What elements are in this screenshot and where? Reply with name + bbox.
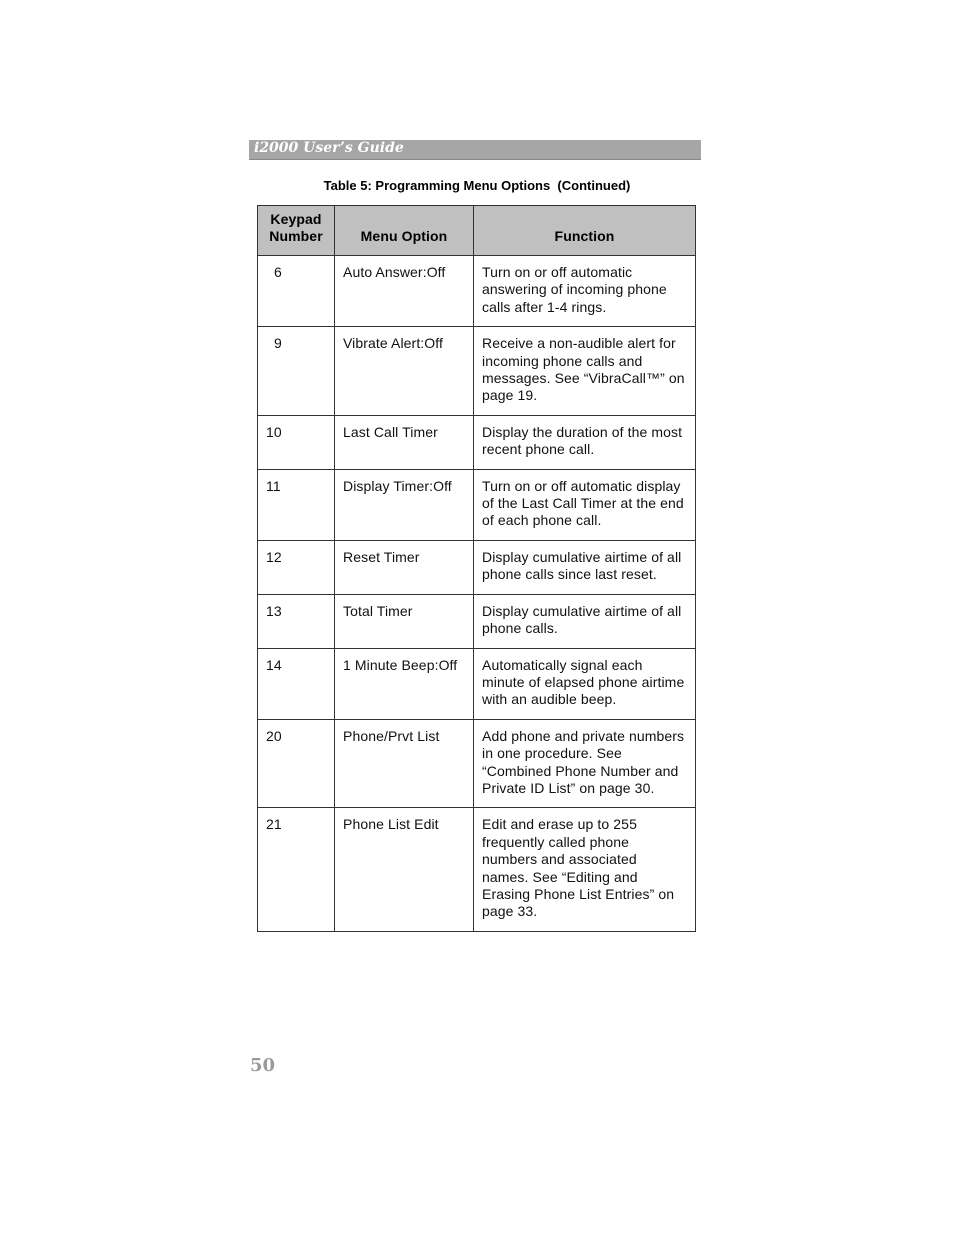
menu-option-cell: Vibrate Alert:Off <box>335 327 474 416</box>
keypad-number-cell: 11 <box>258 469 335 540</box>
keypad-number-cell: 9 <box>258 327 335 416</box>
table-row <box>258 719 696 808</box>
table-row <box>258 415 696 469</box>
table-header-row <box>258 206 696 256</box>
column-header-menu-option: Menu Option <box>335 206 474 256</box>
menu-option-cell: Phone List Edit <box>335 808 474 931</box>
menu-option-cell: Phone/Prvt List <box>335 719 474 808</box>
table-row <box>258 540 696 594</box>
function-cell: Turn on or off automatic display of the Last Call Timer at the end of each phone call. <box>474 469 696 540</box>
running-header-bar <box>249 140 701 160</box>
function-cell: Display cumulative airtime of all phone calls. <box>474 594 696 648</box>
table-row <box>258 594 696 648</box>
menu-option-cell: Auto Answer:Off <box>335 256 474 327</box>
menu-option-cell: Display Timer:Off <box>335 469 474 540</box>
table-row <box>258 808 696 931</box>
function-cell: Edit and erase up to 255 frequently called phone numbers and associated names. See “Editing and Erasing Phone List Entries” on page 33. <box>474 808 696 931</box>
menu-option-cell: 1 Minute Beep:Off <box>335 648 474 719</box>
keypad-number-cell: 20 <box>258 719 335 808</box>
menu-option-cell: Total Timer <box>335 594 474 648</box>
running-header-title: i2000 User’s Guide <box>254 140 404 156</box>
table-caption-text: Table 5: Programming Menu Options (Continued) <box>323 178 631 193</box>
keypad-number-cell: 13 <box>258 594 335 648</box>
function-cell: Turn on or off automatic answering of incoming phone calls after 1-4 rings. <box>474 256 696 327</box>
function-cell: Automatically signal each minute of elapsed phone airtime with an audible beep. <box>474 648 696 719</box>
keypad-number-cell: 14 <box>258 648 335 719</box>
function-cell: Display the duration of the most recent phone call. <box>474 415 696 469</box>
keypad-number-cell: 10 <box>258 415 335 469</box>
table-caption <box>0 178 954 193</box>
function-cell: Receive a non-audible alert for incoming phone calls and messages. See “VibraCall™” on page 19. <box>474 327 696 416</box>
table-row <box>258 327 696 416</box>
column-header-keypad: Keypad Number <box>258 206 335 256</box>
function-cell: Add phone and private numbers in one procedure. See “Combined Phone Number and Private ID List” on page 30. <box>474 719 696 808</box>
table-row <box>258 256 696 327</box>
column-header-function: Function <box>474 206 696 256</box>
table-row <box>258 648 696 719</box>
menu-option-cell: Last Call Timer <box>335 415 474 469</box>
keypad-number-cell: 21 <box>258 808 335 931</box>
programming-menu-table <box>257 205 696 932</box>
keypad-number-cell: 12 <box>258 540 335 594</box>
function-cell: Display cumulative airtime of all phone calls since last reset. <box>474 540 696 594</box>
keypad-number-cell: 6 <box>258 256 335 327</box>
page-number: 50 <box>250 1055 276 1076</box>
table-row <box>258 469 696 540</box>
menu-option-cell: Reset Timer <box>335 540 474 594</box>
